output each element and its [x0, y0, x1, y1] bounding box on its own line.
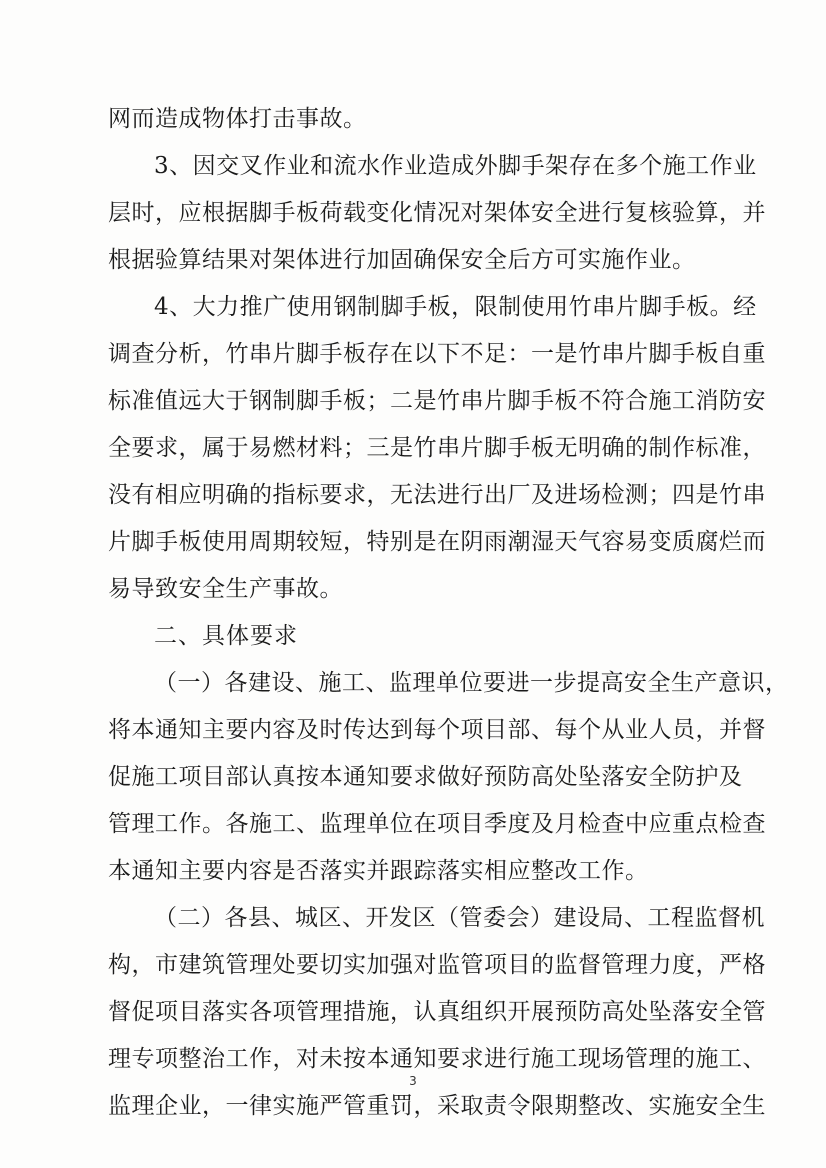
item-3-line-1: 3、因交叉作业和流水作业造成外脚手架存在多个施工作业: [154, 153, 757, 179]
requirement-1-line-5: 本通知主要内容是否落实并跟踪落实相应整改工作。: [108, 858, 649, 884]
requirement-1-line-2: 将本通知主要内容及时传达到每个项目部、每个从业人员，并督: [108, 717, 766, 743]
paragraph-continuation-line: 网而造成物体打击事故。: [108, 106, 367, 132]
item-4-line-5: 没有相应明确的指标要求，无法进行出厂及进场检测；四是竹串: [108, 482, 766, 508]
item-3-line-2: 层时，应根据脚手板荷载变化情况对架体安全进行复核验算，并: [108, 200, 766, 226]
item-4-line-2: 调查分析，竹串片脚手板存在以下不足：一是竹串片脚手板自重: [108, 341, 766, 367]
item-3-line-3: 根据验算结果对架体进行加固确保安全后方可实施作业。: [108, 247, 696, 273]
item-4-line-6: 片脚手板使用周期较短，特别是在阴雨潮湿天气容易变质腐烂而: [108, 529, 766, 555]
page-number: 3: [409, 1074, 417, 1088]
section-heading: 二、具体要求: [154, 623, 298, 649]
item-4-line-7: 易导致安全生产事故。: [108, 576, 343, 602]
requirement-1-line-3: 促施工项目部认真按本通知要求做好预防高处坠落安全防护及: [108, 764, 743, 790]
requirement-2-line-5: 监理企业，一律实施严管重罚，采取责令限期整改、实施安全生: [108, 1093, 766, 1119]
requirement-2-line-4: 理专项整治工作，对未按本通知要求进行施工现场管理的施工、: [108, 1046, 766, 1072]
item-4-line-3: 标准值远大于钢制脚手板；二是竹串片脚手板不符合施工消防安: [108, 388, 766, 414]
item-4-line-4: 全要求，属于易燃材料；三是竹串片脚手板无明确的制作标准，: [108, 435, 766, 461]
requirement-1-line-4: 管理工作。各施工、监理单位在项目季度及月检查中应重点检查: [108, 811, 766, 837]
requirement-2-line-2: 构，市建筑管理处要切实加强对监管项目的监督管理力度，严格: [108, 952, 766, 978]
document-body: [108, 96, 789, 1130]
requirement-1-line-1: （一）各建设、施工、监理单位要进一步提高安全生产意识，: [154, 670, 789, 696]
requirement-2-line-3: 督促项目落实各项管理措施，认真组织开展预防高处坠落安全管: [108, 999, 766, 1025]
item-4-line-1: 4、大力推广使用钢制脚手板，限制使用竹串片脚手板。经: [154, 294, 757, 320]
requirement-2-line-1: （二）各县、城区、开发区（管委会）建设局、工程监督机: [154, 905, 765, 931]
